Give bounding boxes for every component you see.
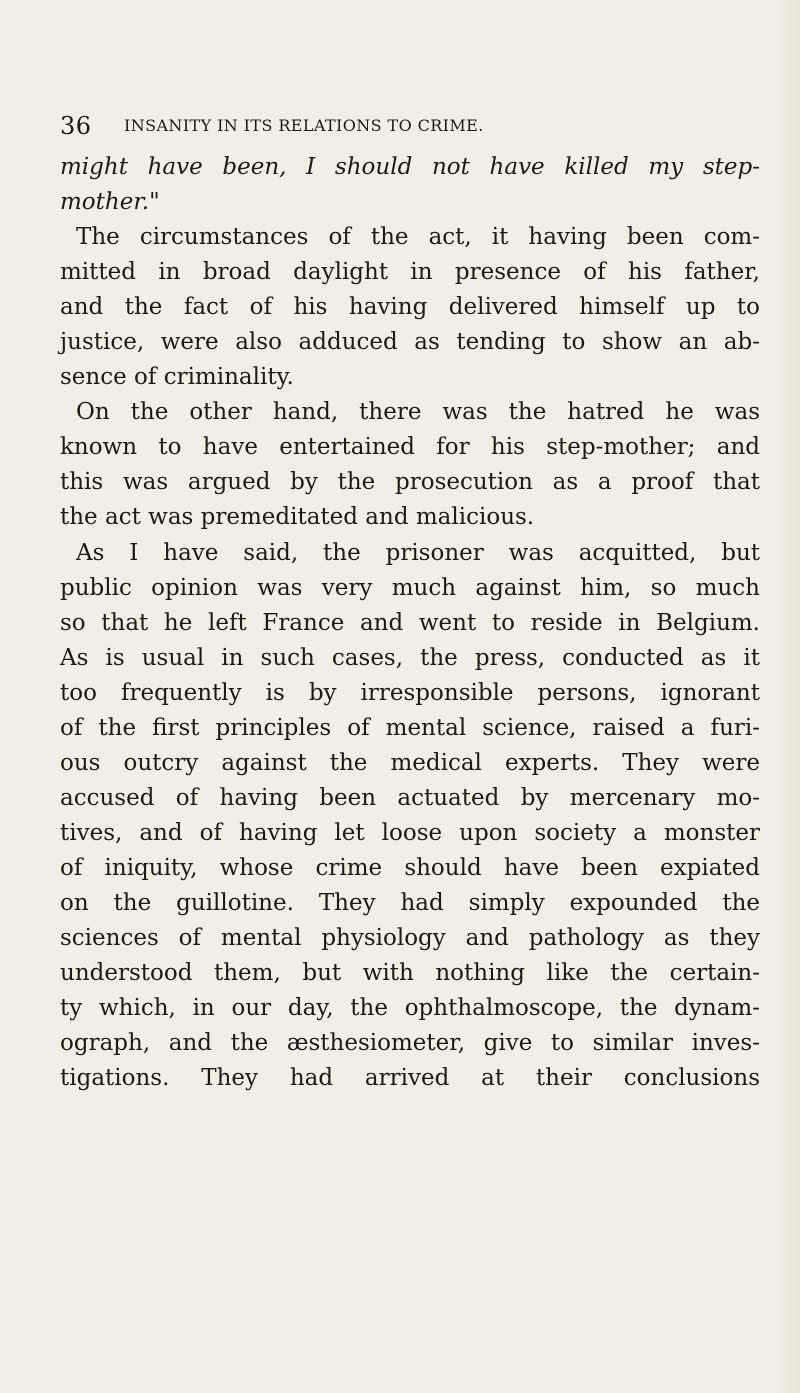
text-line: accused of having been actuated by mercenary mo- — [60, 784, 760, 811]
page-header — [60, 112, 760, 142]
text-line: this was argued by the prosecution as a proof that — [60, 469, 760, 496]
text-line: ous outcry against the medical experts. They were — [60, 749, 760, 776]
text-line: the act was premeditated and malicious. — [60, 504, 535, 531]
text-line: so that he left France and went to reside in Belgium. — [60, 609, 760, 636]
text-line: too frequently is by irresponsible persons, ignorant — [60, 679, 760, 706]
text-line: As I have said, the prisoner was acquitted, but — [76, 539, 760, 566]
page-edge-shadow — [778, 0, 800, 1393]
text-line: and the fact of his having delivered himself up to — [60, 294, 760, 321]
text-line: understood them, but with nothing like the certain- — [60, 960, 760, 987]
text-line: on the guillotine. They had simply expounded the — [60, 889, 760, 916]
body-text — [60, 150, 760, 1096]
text-line: sence of criminality. — [60, 364, 294, 391]
text-line: On the other hand, there was the hatred he was — [76, 399, 760, 426]
page-number: 36 — [60, 112, 92, 140]
text-line: The circumstances of the act, it having been com- — [76, 224, 760, 251]
text-line: ograph, and the æsthesiometer, give to similar inves- — [60, 1030, 760, 1057]
text-line: sciences of mental physiology and pathology as they — [60, 925, 760, 952]
text-line: mitted in broad daylight in presence of his father, — [60, 259, 760, 286]
text-line: tives, and of having let loose upon society a monster — [60, 819, 760, 846]
text-line: ty which, in our day, the ophthalmoscope, the dynam- — [60, 995, 760, 1022]
running-head: INSANITY IN ITS RELATIONS TO CRIME. — [124, 116, 484, 135]
text-line: mother." — [60, 189, 160, 216]
text-line: of the first principles of mental science, raised a furi- — [60, 714, 760, 741]
text-line: of iniquity, whose crime should have been expiated — [60, 854, 760, 881]
text-line: public opinion was very much against him, so much — [60, 574, 760, 601]
text-line: might have been, I should not have killed my step- — [60, 154, 760, 180]
text-line: justice, were also adduced as tending to show an ab- — [60, 329, 760, 356]
text-line: As is usual in such cases, the press, conducted as it — [60, 644, 760, 671]
text-line: tigations. They had arrived at their conclusions — [60, 1065, 760, 1092]
text-line: known to have entertained for his step-mother; and — [60, 434, 760, 461]
